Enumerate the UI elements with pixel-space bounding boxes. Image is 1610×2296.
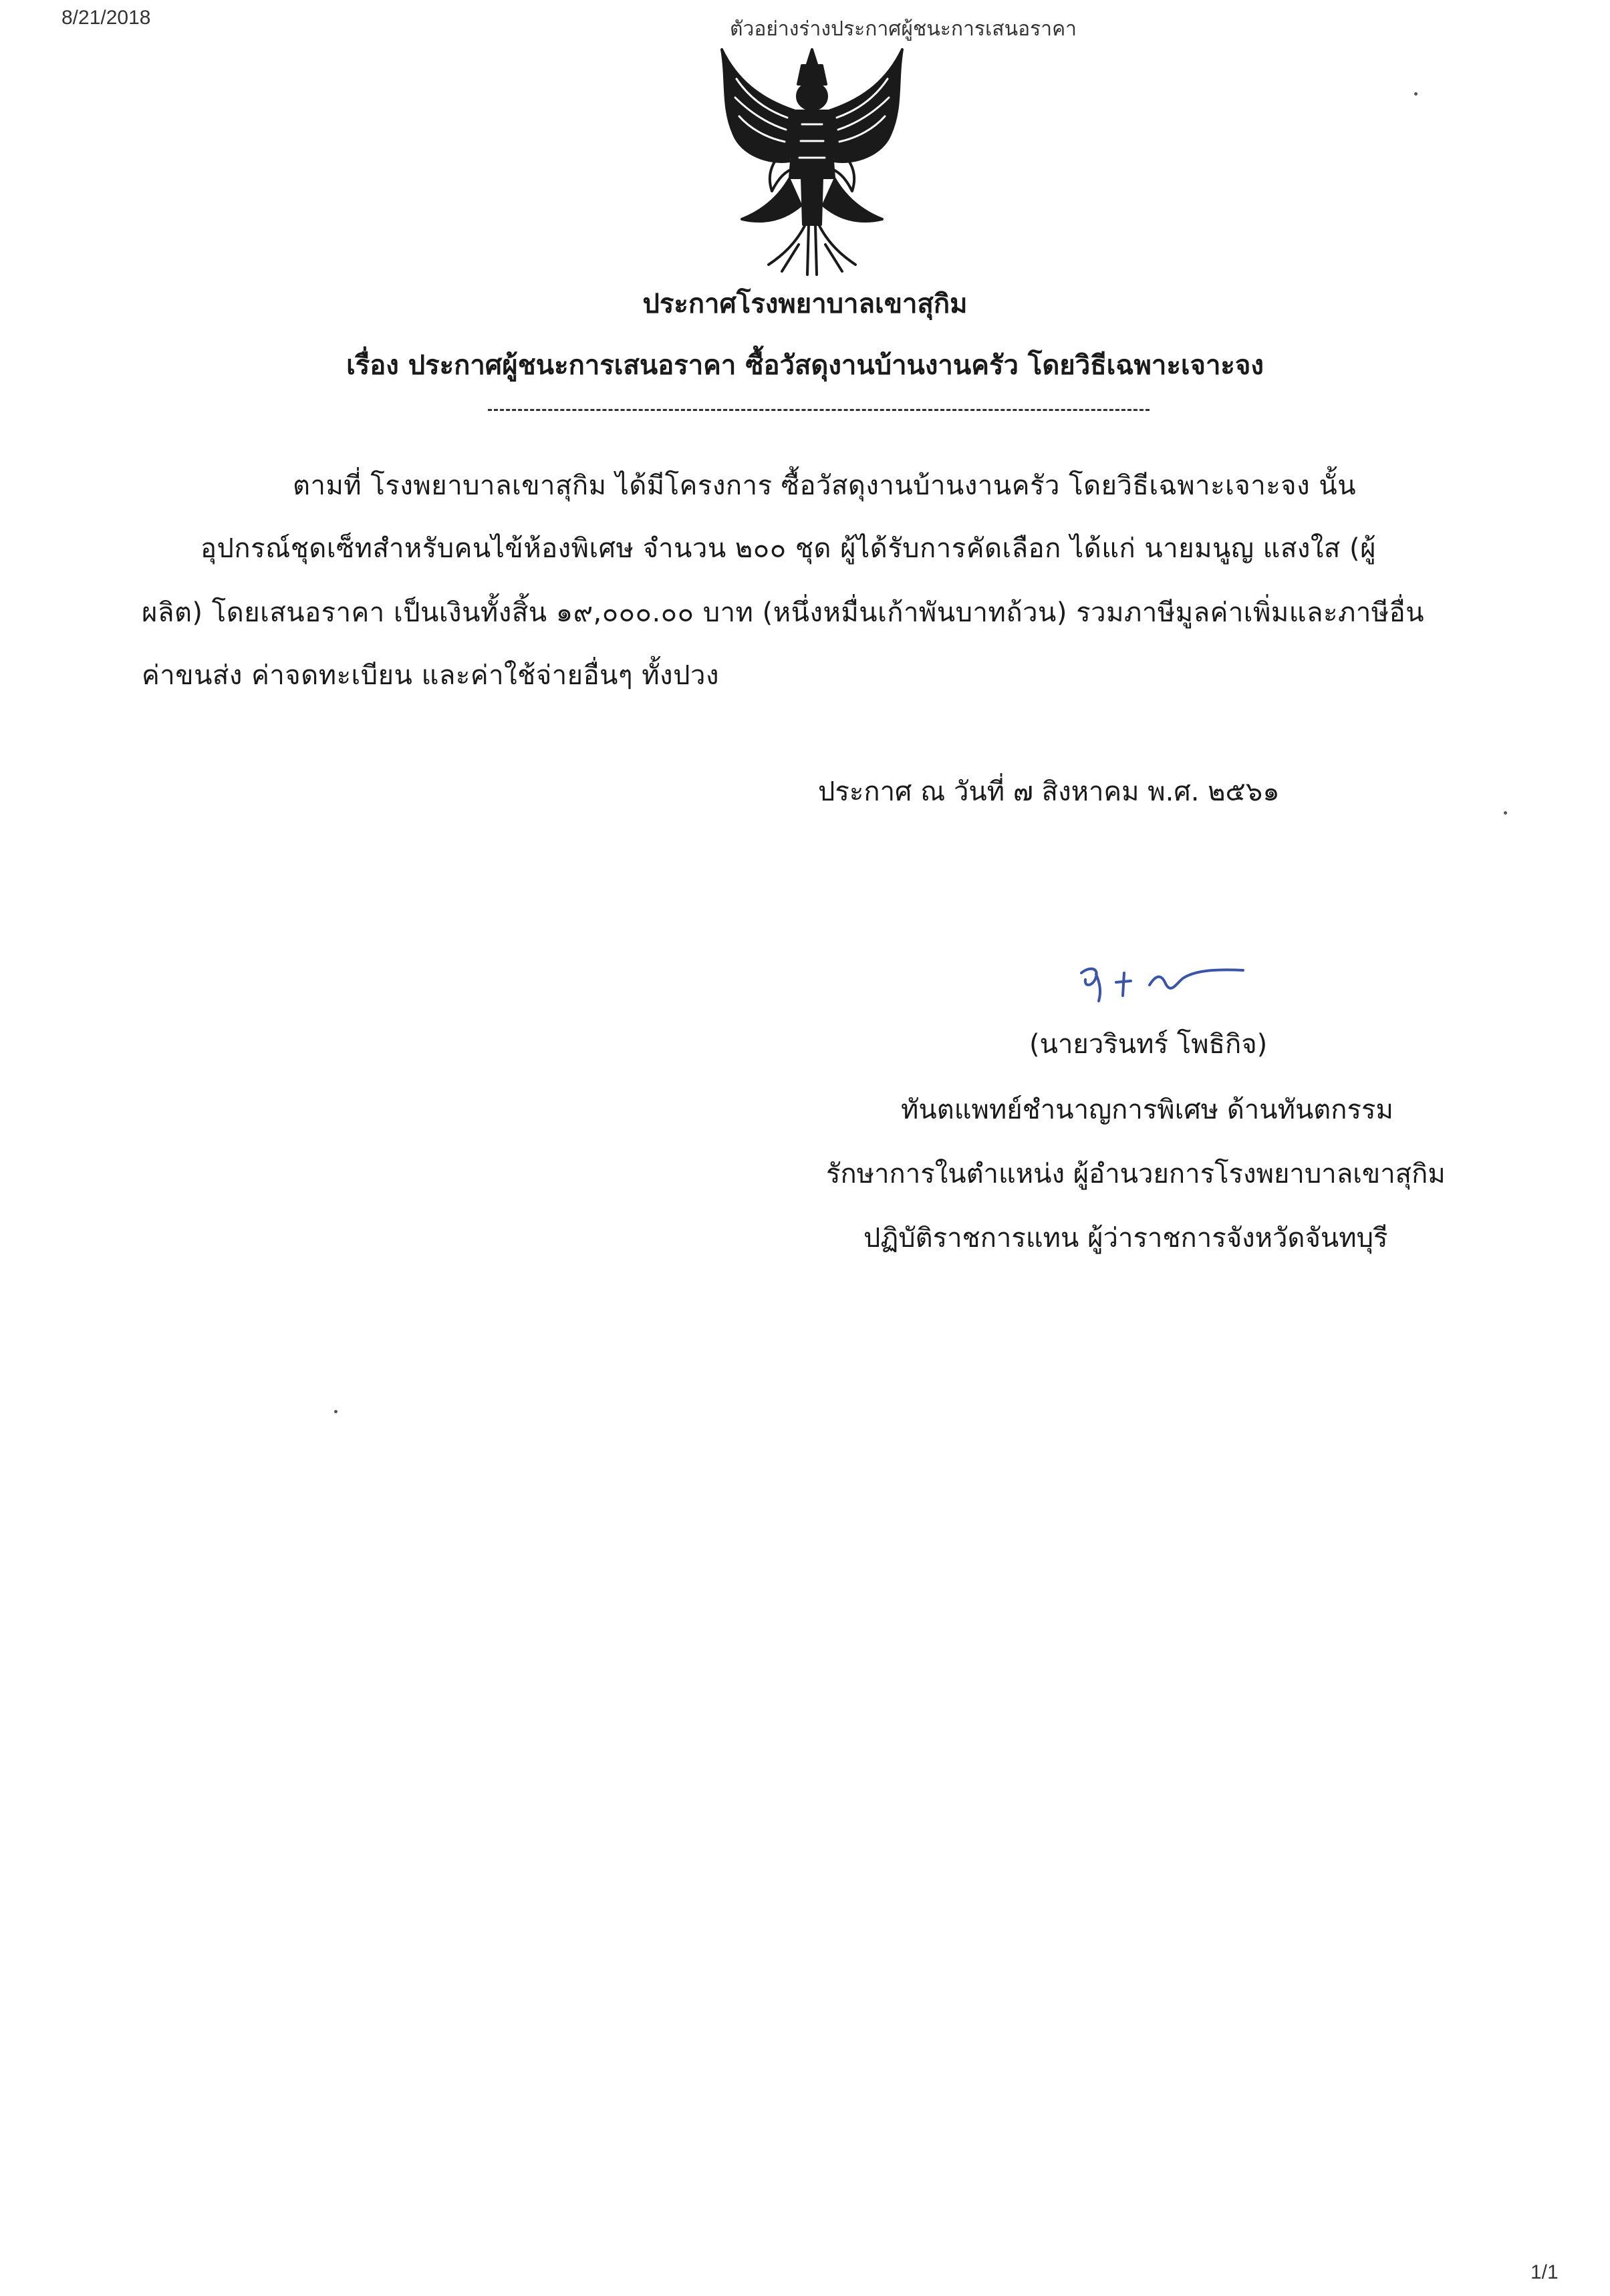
print-date: 8/21/2018 [61, 7, 151, 29]
signer-title: ทันตแพทย์ชำนาญการพิเศษ ด้านทันตกรรม [901, 1095, 1393, 1125]
paragraph-line: อุปกรณ์ชุดเซ็ทสำหรับคนไข้ห้องพิเศษ จำนวน ๒๐๐ ชุด ผู้ได้รับการคัดเลือก ได้แก่ นายมนูญ แสงใส (ผู้ [200, 533, 1377, 564]
separator-line [488, 409, 1150, 411]
signer-acting-position: รักษาการในตำแหน่ง ผู้อำนวยการโรงพยาบาลเขาสุกิม [826, 1159, 1446, 1189]
scan-speck [1504, 811, 1507, 815]
paragraph-line: ค่าขนส่ง ค่าจดทะเบียน และค่าใช้จ่ายอื่นๆ ทั้งปวง [142, 660, 719, 691]
signer-name: (นายวรินทร์ โพธิกิจ) [1029, 1029, 1268, 1060]
handwritten-signature [1076, 954, 1256, 1008]
announcement-date: ประกาศ ณ วันที่ ๗ สิงหาคม พ.ศ. ๒๕๖๑ [818, 776, 1280, 807]
print-title: ตัวอย่างร่างประกาศผู้ชนะการเสนอราคา [730, 18, 1077, 40]
scan-speck [1414, 92, 1418, 96]
scan-speck [334, 1410, 338, 1413]
paragraph-line: ผลิต) โดยเสนอราคา เป็นเงินทั้งสิ้น ๑๙,๐๐๐.๐๐ บาท (หนึ่งหมื่นเก้าพันบาทถ้วน) รวมภาษีมูลค่าเพิ่มและภาษีอื่น [142, 597, 1425, 628]
paragraph-line: ตามที่ โรงพยาบาลเขาสุกิม ได้มีโครงการ ซื้อวัสดุงานบ้านงานครัว โดยวิธีเฉพาะเจาะจง นั้น [293, 470, 1357, 501]
garuda-emblem-icon [702, 44, 922, 278]
document-heading: ประกาศโรงพยาบาลเขาสุกิม [642, 289, 968, 319]
document-subject: เรื่อง ประกาศผู้ชนะการเสนอราคา ซื้อวัสดุงานบ้านงานครัว โดยวิธีเฉพาะเจาะจง [346, 350, 1264, 381]
signer-on-behalf: ปฏิบัติราชการแทน ผู้ว่าราชการจังหวัดจันทบุรี [863, 1223, 1388, 1254]
page-number: 1/1 [1530, 2261, 1559, 2283]
